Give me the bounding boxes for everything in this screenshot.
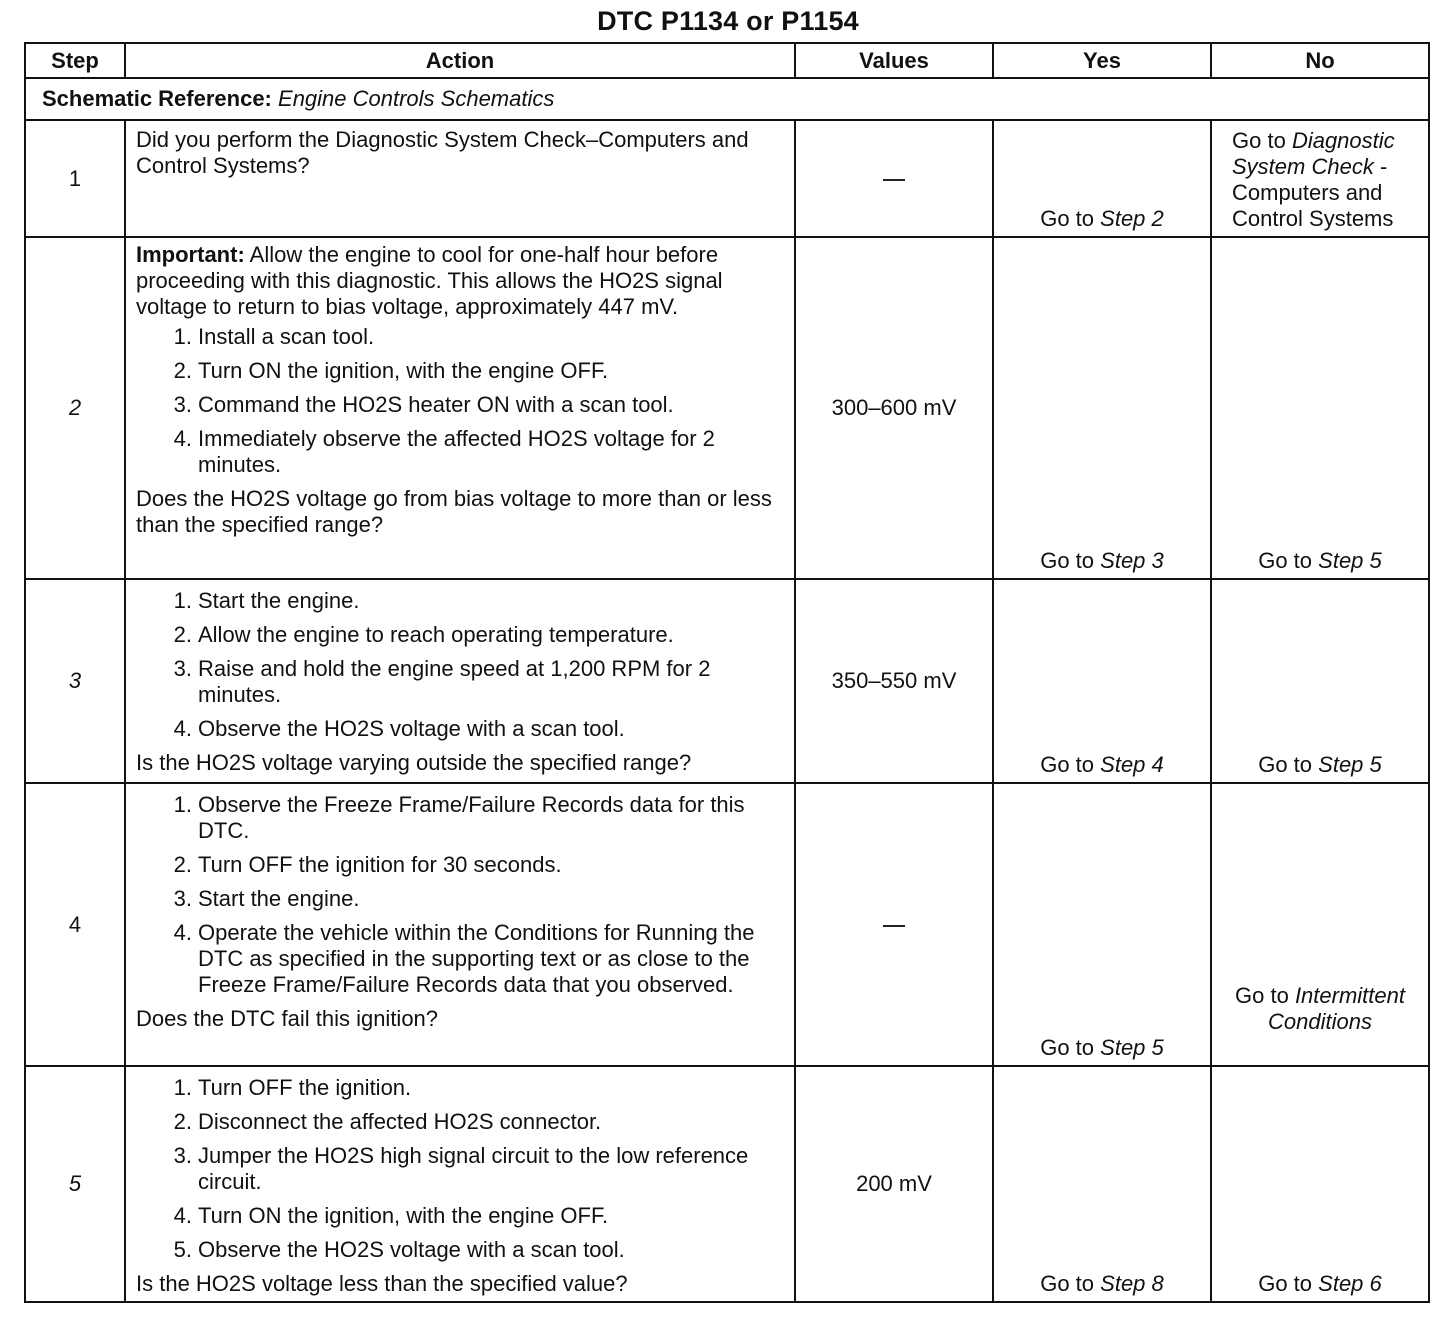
step-question: Is the HO2S voltage varying outside the specified range? [136,750,692,775]
list-item: 4. Operate the vehicle within the Conditions for Running the DTC as specified in the supporting text or as close to the Freeze Frame/Failure Records data that you observed. [173,920,755,997]
goto-text: Go to [1040,206,1095,231]
step-action [125,120,795,237]
yes-cell [993,579,1211,783]
list-item: 4. Immediately observe the affected HO2S voltage for 2 minutes. [173,426,715,477]
table-row [25,579,1429,783]
no-link[interactable]: Step 6 [1318,1271,1382,1296]
yes-link[interactable]: Step 2 [1100,206,1164,231]
yes-link[interactable]: Step 5 [1100,1035,1164,1060]
step-question: Did you perform the Diagnostic System Check–Computers and Control Systems? [136,127,749,178]
list-item: 2. Turn ON the ignition, with the engine OFF. [173,358,609,383]
header-no: No [1211,43,1429,78]
goto-text: Go to [1258,752,1313,777]
goto-text: Go to [1232,128,1286,153]
step-value [795,120,993,237]
step-action [125,237,795,579]
table-row [25,783,1429,1066]
step-value: 200 mV [795,1066,993,1302]
yes-link[interactable]: Step 8 [1100,1271,1164,1296]
header-values: Values [795,43,993,78]
goto-text: Go to [1040,752,1095,777]
table-row [25,1066,1429,1302]
list-item: 1. Observe the Freeze Frame/Failure Records data for this DTC. [173,792,745,843]
goto-text: Go to [1040,548,1095,573]
important-note [136,242,784,320]
step-value: 300–600 mV [795,237,993,579]
no-cell [1211,783,1429,1066]
list-item: 4. Observe the HO2S voltage with a scan tool. [173,716,625,741]
list-item: 3. Command the HO2S heater ON with a scan tool. [173,392,674,417]
no-link[interactable]: Diagnostic System Check [1232,128,1395,179]
goto-text: Go to [1040,1271,1095,1296]
yes-cell [993,120,1211,237]
goto-text: Go to [1258,548,1313,573]
step-number: 1 [25,120,125,237]
schematic-reference [25,78,1429,120]
step-action [125,1066,795,1302]
step-question: Does the DTC fail this ignition? [136,1006,439,1031]
step-number: 5 [25,1066,125,1302]
no-link[interactable]: Intermittent Conditions [1268,983,1405,1034]
page-title: DTC P1134 or P1154 [597,6,859,36]
list-item: 1. Install a scan tool. [173,324,375,349]
no-link[interactable]: Step 5 [1318,548,1382,573]
step-action [125,579,795,783]
header-step: Step [25,43,125,78]
goto-text: Go to [1258,1271,1313,1296]
table-row [25,237,1429,579]
schematic-value: Engine Controls Schematics [278,86,555,111]
step-number: 3 [25,579,125,783]
table-row [25,120,1429,237]
list-item: 2. Disconnect the affected HO2S connector. [173,1109,602,1134]
step-list [136,324,784,478]
yes-link[interactable]: Step 3 [1100,548,1164,573]
step-number: 4 [25,783,125,1066]
no-cell [1211,120,1429,237]
dash-glyph [883,925,905,927]
list-item: 4. Turn ON the ignition, with the engine OFF. [173,1203,609,1228]
no-suffix: - Computers and Control Systems [1232,154,1394,231]
header-yes: Yes [993,43,1211,78]
step-list [136,1075,784,1263]
list-item: 3. Jumper the HO2S high signal circuit to the low reference circuit. [173,1143,749,1194]
no-cell [1211,579,1429,783]
step-value [795,783,993,1066]
header-row [25,43,1429,78]
step-question: Is the HO2S voltage less than the specified value? [136,1271,628,1296]
schematic-label: Schematic Reference: [42,86,272,111]
step-number: 2 [25,237,125,579]
yes-cell [993,783,1211,1066]
list-item: 1. Turn OFF the ignition. [173,1075,412,1100]
yes-cell [993,237,1211,579]
dash-glyph [883,179,905,181]
no-link[interactable]: Step 5 [1318,752,1382,777]
dtc-table [24,42,1430,1303]
list-item: 3. Start the engine. [173,886,360,911]
schematic-row [25,78,1429,120]
goto-text: Go to [1235,983,1289,1008]
header-action: Action [125,43,795,78]
important-text: Allow the engine to cool for one-half hour before proceeding with this diagnostic. This allows the HO2S signal voltage to return to bias voltage, approximately 447 mV. [136,242,723,319]
no-cell [1211,237,1429,579]
step-value: 350–550 mV [795,579,993,783]
step-action [125,783,795,1066]
list-item: 1. Start the engine. [173,588,360,613]
list-item: 3. Raise and hold the engine speed at 1,200 RPM for 2 minutes. [173,656,711,707]
list-item: 2. Allow the engine to reach operating temperature. [173,622,674,647]
yes-cell [993,1066,1211,1302]
step-list [136,588,784,742]
goto-text: Go to [1040,1035,1095,1060]
no-cell [1211,1066,1429,1302]
step-question: Does the HO2S voltage go from bias voltage to more than or less than the specified range? [136,486,772,537]
step-list [136,792,784,998]
list-item: 5. Observe the HO2S voltage with a scan tool. [173,1237,625,1262]
yes-link[interactable]: Step 4 [1100,752,1164,777]
list-item: 2. Turn OFF the ignition for 30 seconds. [173,852,562,877]
important-label: Important: [136,242,245,267]
